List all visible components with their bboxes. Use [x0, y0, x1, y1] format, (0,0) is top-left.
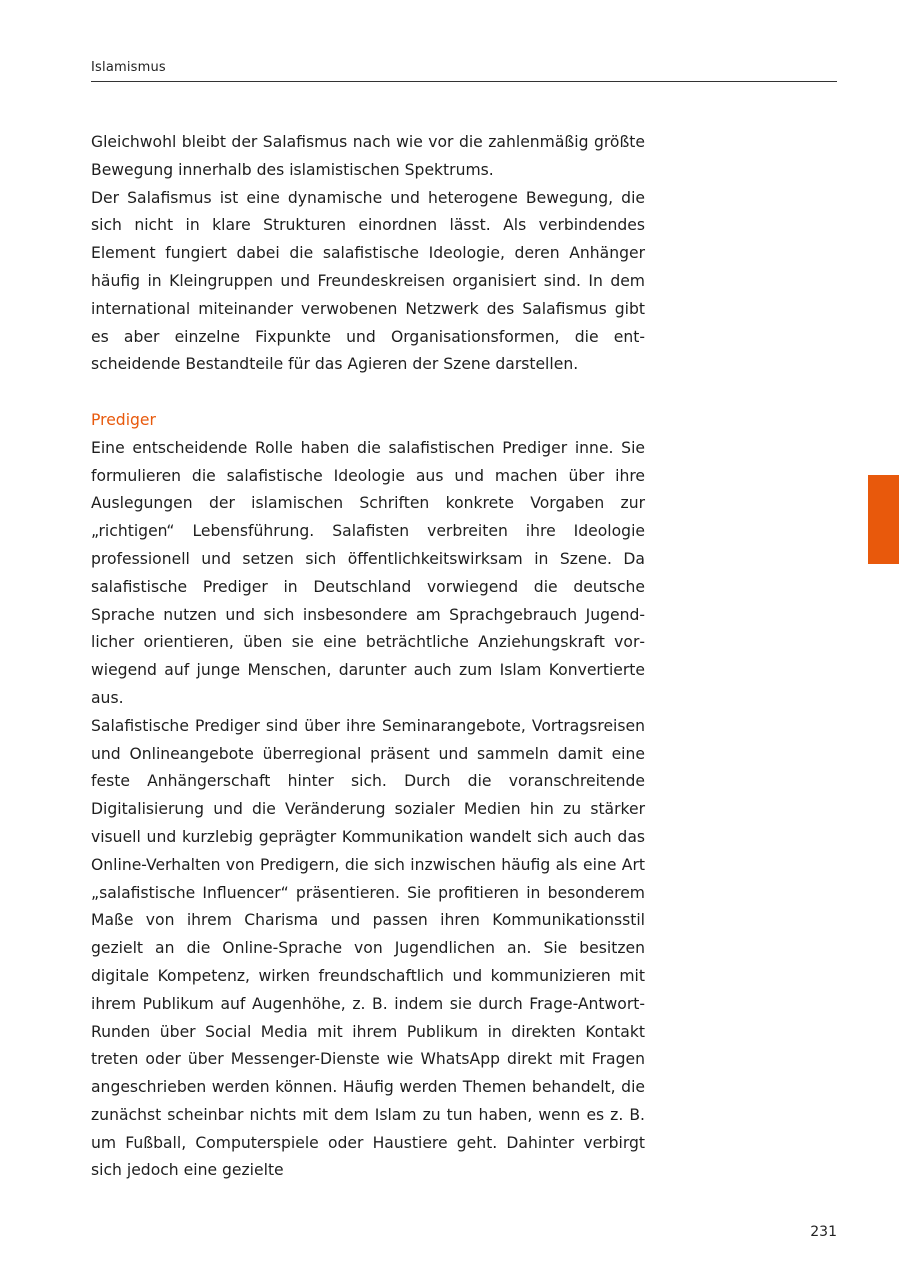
body-paragraph-1: Gleichwohl bleibt der Salafismus nach wie vor die zahlenmäßig größte Bewegung innerhalb des islamistischen Spektrums. [91, 133, 645, 179]
chapter-marker-tab [868, 475, 899, 564]
page-number: 231 [810, 1224, 837, 1240]
body-paragraph-3: Eine entscheidende Rolle haben die salafistischen Prediger inne. Sie formulieren die salafistische Ideologie aus und machen über ihre Auslegungen der islamischen Schriften konkrete Vorgaben zur „richtigen“ Lebensführung. Salafisten verbreiten ihre Ideologie professionell und setzen sich öffentlichkeitswirksam in Szene. Da salafistische Prediger in Deutschland vorwiegend die deutsche Sprache nutzen und sich insbesondere am Sprachgebrauch Jugendlicher orientieren, üben sie eine beträchtliche Anziehungskraft vorwiegend auf junge Menschen, darunter auch zum Islam Konvertierte aus. [91, 438, 645, 707]
body-paragraph-4: Salafistische Prediger sind über ihre Seminarangebote, Vortragsreisen und Onlineangebote überregional präsent und sammeln damit eine feste Anhängerschaft hinter sich. Durch die voranschreitende Digitalisierung und die Veränderung sozialer Medien hin zu stärker visuell und kurzlebig geprägter Kommunikation wandelt sich auch das Online-Verhalten von Predigern, die sich inzwischen häufig als eine Art „salafistische Influencer“ präsentieren. Sie profitieren in besonderem Maße von ihrem Charisma und passen ihren Kommunikationsstil gezielt an die Online-Sprache von Jugendlichen an. Sie besitzen digitale Kompetenz, wirken freundschaftlich und kommunizieren mit ihrem Publikum auf Augenhöhe, z. B. indem sie durch Frage-Antwort-Runden über Social Media mit ihrem Publikum in direkten Kontakt treten oder über Messenger-Dienste wie WhatsApp direkt mit Fragen angeschrieben werden können. Häufig werden Themen behandelt, die zunächst scheinbar nichts mit dem Islam zu tun haben, wenn es z. B. um Fußball, Computerspiele oder Haustiere geht. Dahinter verbirgt sich jedoch eine gezielte [91, 716, 645, 1180]
header-divider [91, 81, 837, 82]
section-heading-prediger: Prediger [91, 410, 156, 429]
body-paragraph-2: Der Salafismus ist eine dynamische und heterogene Bewegung, die sich nicht in klare Strukturen einordnen lässt. Als verbindendes Element fungiert dabei die salafistische Ideologie, deren Anhänger häufig in Kleingruppen und Freundeskreisen organisiert sind. In dem international miteinander verwobenen Netzwerk des Salafismus gibt es aber einzelne Fixpunkte und Organisationsformen, die entscheidende Bestandteile für das Agieren der Szene darstellen. [91, 188, 645, 374]
body-text-column [91, 129, 645, 1185]
running-header-title: Islamismus [91, 60, 166, 75]
